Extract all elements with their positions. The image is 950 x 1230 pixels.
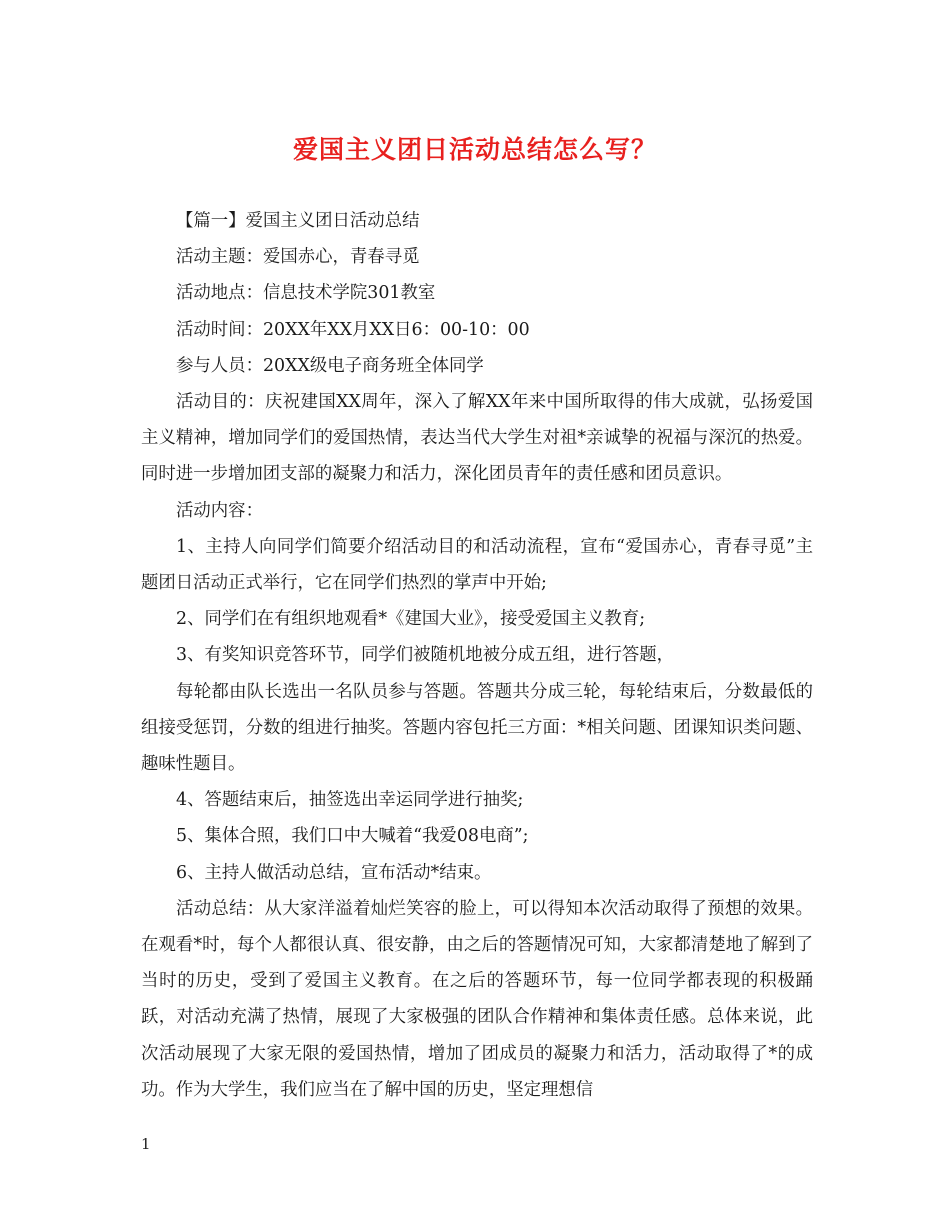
content-item-2: 2、同学们在有组织地观看*《建国大业》，接受爱国主义教育; <box>176 609 646 630</box>
content-item-1: 1、主持人向同学们简要介绍活动目的和活动流程，宣布“爱国赤心，青春寻觅”主题团日活动正式举行，它在同学们热烈的掌声中开始; <box>141 536 813 594</box>
content-item-4: 4、答题结束后，抽签选出幸运同学进行抽奖; <box>176 790 524 811</box>
content-item-5: 5、集体合照，我们口中大喊着“我爱08电商”; <box>176 826 529 847</box>
activity-content-heading: 活动内容： <box>176 500 263 521</box>
document-title: 爱国主义团日活动总结怎么写？ <box>292 135 657 164</box>
activity-purpose: 活动目的：庆祝建国XX周年，深入了解XX年来中国所取得的伟大成就，弘扬爱国主义精神，增加同学们的爱国热情，表达当代大学生对祖*亲诚挚的祝福与深沉的热爱。同时进一步增加团支部的凝聚力和活力，深化团员青年的责任感和团员意识。 <box>141 392 813 485</box>
content-item-6: 6、主持人做活动总结，宣布活动*结束。 <box>176 862 492 883</box>
content-item-3-detail: 每轮都由队长选出一名队员参与答题。答题共分成三轮，每轮结束后，分数最低的组接受惩罚，分数的组进行抽奖。答题内容包托三方面：*相关问题、团课知识类问题、趣味性题目。 <box>141 681 813 775</box>
page-number: 1 <box>141 1135 151 1153</box>
section-heading: 【篇一】爱国主义团日活动总结 <box>176 211 420 231</box>
activity-theme: 活动主题：爱国赤心，青春寻觅 <box>176 247 420 268</box>
participants: 参与人员：20XX级电子商务班全体同学 <box>176 355 484 376</box>
activity-location: 活动地点：信息技术学院301教室 <box>176 283 436 304</box>
activity-summary: 活动总结：从大家洋溢着灿烂笑容的脸上，可以得知本次活动取得了预想的效果。在观看*时，每个人都很认真、很安静，由之后的答题情况可知，大家都清楚地了解到了当时的历史，受到了爱国主义教育。在之后的答题环节，每一位同学都表现的积极踊跃，对活动充满了热情，展现了大家极强的团队合作精神和集体责任感。总体来说，此次活动展现了大家无限的爱国热情，增加了团成员的凝聚力和活力，活动取得了*的成功。作为大学生，我们应当在了解中国的历史，坚定理想信 <box>141 898 813 1100</box>
activity-time: 活动时间：20XX年XX月XX日6：00-10：00 <box>176 319 530 340</box>
content-item-3: 3、有奖知识竞答环节，同学们被随机地被分成五组，进行答题， <box>176 645 675 666</box>
document-body <box>141 203 813 1108</box>
